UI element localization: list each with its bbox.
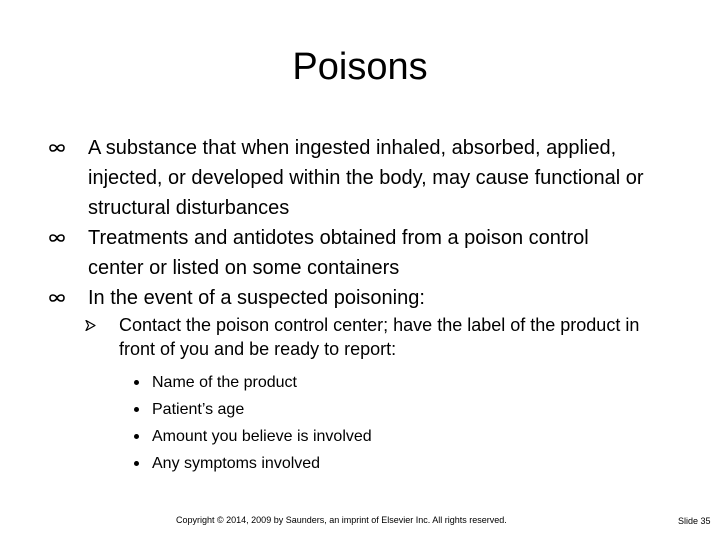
bullet-text: In the event of a suspected poisoning: — [88, 287, 425, 309]
copyright-notice: Copyright © 2014, 2009 by Saunders, an imprint of Elsevier Inc. All rights reserved. — [176, 515, 507, 525]
dot-bullet-icon — [134, 407, 139, 412]
sub-bullet-item — [85, 313, 645, 361]
arrowhead-bullet-icon — [85, 320, 96, 331]
infinity-bullet-icon — [48, 291, 66, 305]
detail-bullet-text: Any symptoms involved — [152, 455, 321, 472]
infinity-bullet-icon — [48, 141, 66, 155]
detail-bullet-item — [132, 396, 532, 423]
slide-number: Slide 35 — [678, 516, 711, 526]
detail-bullet-list — [132, 369, 532, 477]
detail-bullet-text: Name of the product — [152, 374, 297, 391]
detail-bullet-item — [132, 450, 532, 477]
infinity-bullet-icon — [48, 231, 66, 245]
bullet-item — [48, 133, 648, 223]
main-bullet-list — [48, 133, 648, 313]
dot-bullet-icon — [134, 380, 139, 385]
dot-bullet-icon — [134, 461, 139, 466]
sub-bullet-text: Contact the poison control center; have the label of the product in front of you and be ready to report: — [119, 315, 640, 359]
bullet-text: Treatments and antidotes obtained from a poison control center or listed on some containers — [88, 227, 589, 279]
dot-bullet-icon — [134, 434, 139, 439]
detail-bullet-text: Amount you believe is involved — [152, 428, 372, 445]
bullet-item — [48, 283, 648, 313]
bullet-item — [48, 223, 648, 283]
detail-bullet-text: Patient’s age — [152, 401, 245, 418]
slide-title: Poisons — [292, 46, 428, 88]
detail-bullet-item — [132, 369, 532, 396]
sub-bullet-list — [85, 313, 645, 361]
detail-bullet-item — [132, 423, 532, 450]
bullet-text: A substance that when ingested inhaled, absorbed, applied, injected, or developed within the body, may cause functional or structural disturbances — [88, 137, 644, 219]
